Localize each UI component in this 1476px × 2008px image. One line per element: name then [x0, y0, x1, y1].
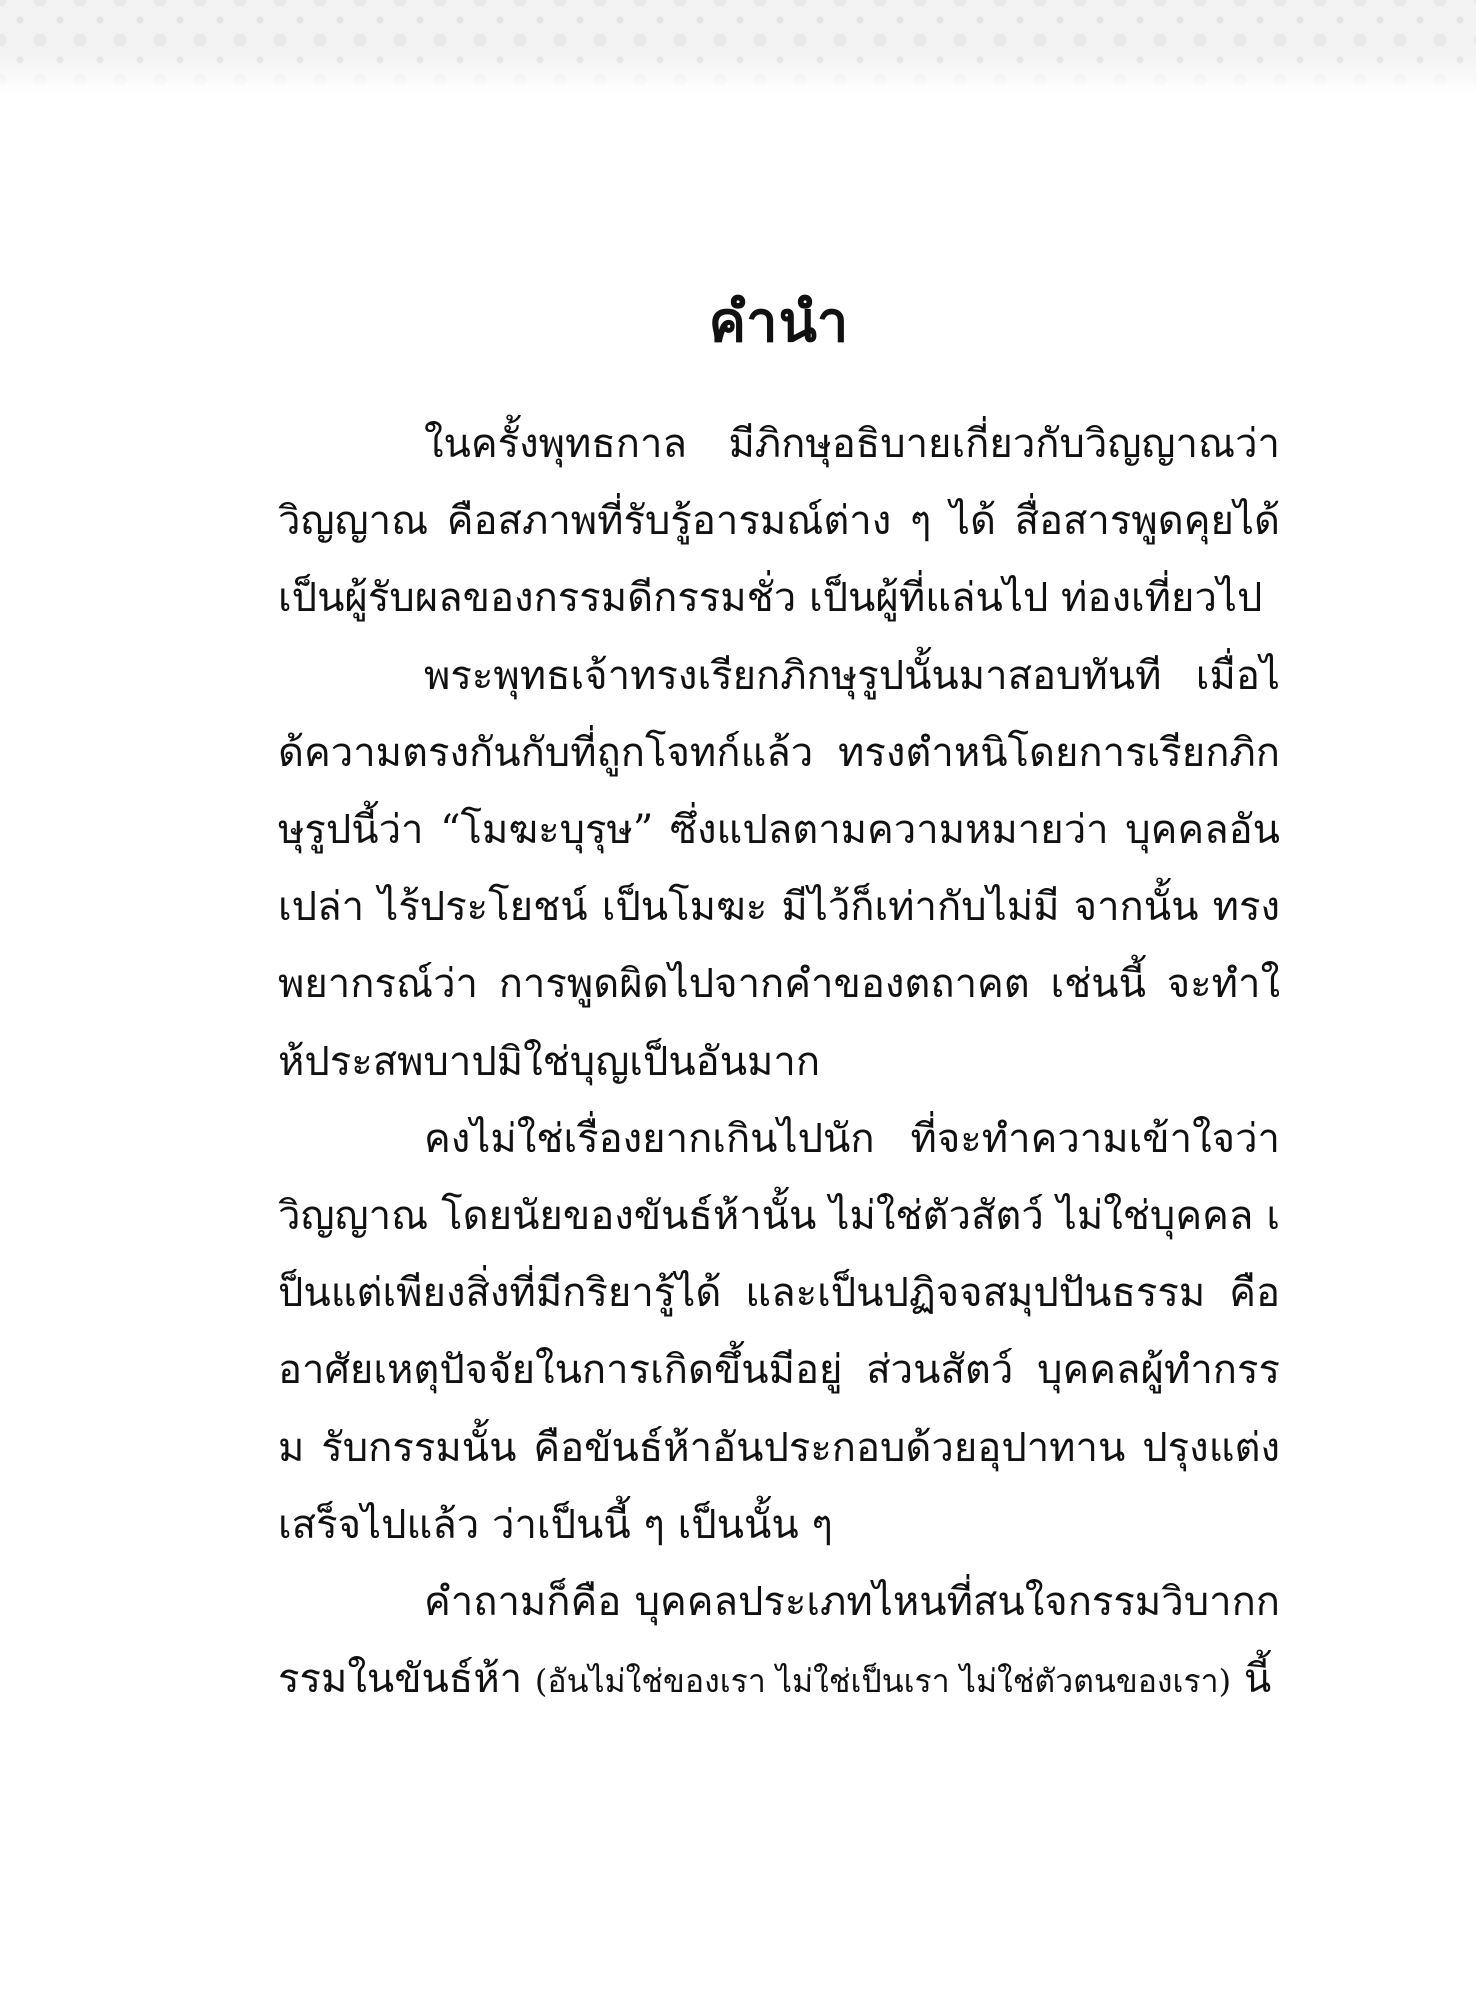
document-page: [278, 288, 1280, 1720]
paragraph-1: ในครั้งพุทธกาล มีภิกษุอธิบายเกี่ยวกับวิญญาณว่า วิญญาณ คือสภาพที่รับรู้อารมณ์ต่าง ๆ ได้ สื่อสารพูดคุยได้ เป็นผู้รับผลของกรรมดีกรรมชั่ว เป็นผู้ที่แล่นไป ท่องเที่ยวไป: [278, 421, 1280, 622]
paragraph-4-lead: คำถามก็คือ บุคคลประเภทไหนที่สนใจกรรมวิบากกรรมในขันธ์ห้า: [278, 1579, 1280, 1703]
paragraph-4: [278, 1564, 1280, 1720]
paragraph-2: พระพุทธเจ้าทรงเรียกภิกษุรูปนั้นมาสอบทันที เมื่อได้ความตรงกันกับที่ถูกโจทก์แล้ว ทรงตำหนิโดยการเรียกภิกษุรูปนี้ว่า “โมฆะบุรุษ” ซึ่งแปลตามความหมายว่า บุคคลอันเปล่า ไร้ประโยชน์ เป็นโมฆะ มีไว้ก็เท่ากับไม่มี จากนั้น ทรงพยากรณ์ว่า การพูดผิดไปจากคำของตถาคต เช่นนี้ จะทำให้ประสพบาปมิใช่บุญเป็นอันมาก: [278, 652, 1280, 1085]
page-title: คำนำ: [708, 290, 850, 355]
paragraph-4-parenthetical: (อันไม่ใช่ของเรา ไม่ใช่เป็นเรา ไม่ใช่ตัวตนของเรา): [534, 1662, 1232, 1701]
decorative-header-pattern: [0, 0, 1476, 95]
paragraph-3: คงไม่ใช่เรื่องยากเกินไปนัก ที่จะทำความเข้าใจว่า วิญญาณ โดยนัยของขันธ์ห้านั้น ไม่ใช่ตัวสัตว์ ไม่ใช่บุคคล เป็นแต่เพียงสิ่งที่มีกริยารู้ได้ และเป็นปฏิจจสมุปปันธรรม คืออาศัยเหตุปัจจัยในการเกิดขึ้นมีอยู่ ส่วนสัตว์ บุคคลผู้ทำกรรม รับกรรมนั้น คือขันธ์ห้าอันประกอบด้วยอุปาทาน ปรุงแต่งเสร็จไปแล้ว ว่าเป็นนี้ ๆ เป็นนั้น ๆ: [278, 1115, 1280, 1548]
paragraph-4-tail: นี้: [1231, 1656, 1272, 1703]
